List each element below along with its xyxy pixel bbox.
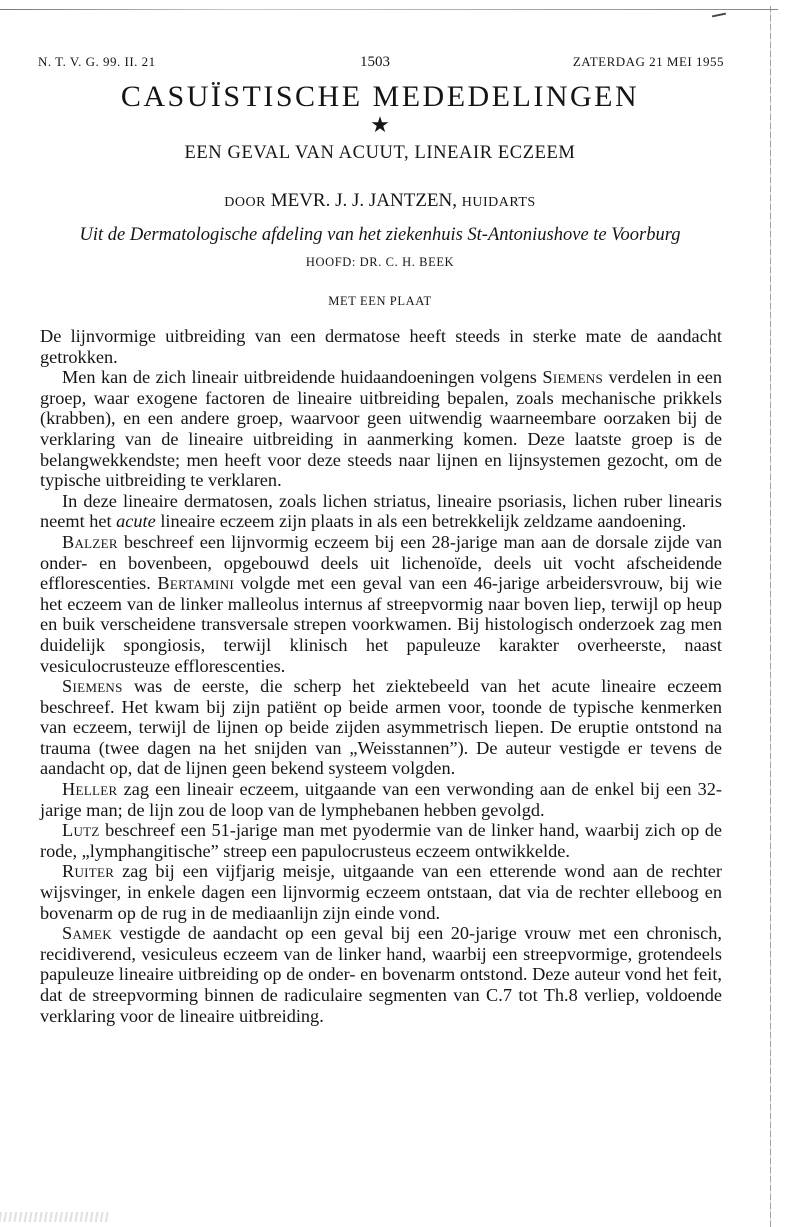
paragraph-text: Men kan de zich lineair uitbreidende huidaandoeningen volgens xyxy=(62,367,543,388)
affiliation: Uit de Dermatologische afdeling van het ziekenhuis St-Antoniushove te Voorburg xyxy=(79,225,681,245)
byline-prefix: DOOR xyxy=(224,195,266,210)
paragraph xyxy=(40,532,722,676)
issue-date: ZATERDAG 21 MEI 1955 xyxy=(572,54,724,69)
department-head: HOOFD: DR. C. H. BEEK xyxy=(305,255,455,269)
paragraph-text: zag een lineair eczeem, uitgaande van een verwonding aan de enkel bij een 32-jarige man; de lijn zou de loop van de lymphebanen hebben gevolgd. xyxy=(40,779,722,820)
section-title: CASUÏSTISCHE MEDEDELINGEN xyxy=(120,80,640,113)
paragraph xyxy=(40,367,722,491)
cited-author: Bertamini xyxy=(157,573,234,594)
journal-reference: N. T. V. G. 99. II. 21 xyxy=(38,54,156,69)
article-title: EEN GEVAL VAN ACUUT, LINEAIR ECZEEM xyxy=(184,143,576,163)
paragraph xyxy=(40,326,722,367)
paragraph-text: beschreef een 51-jarige man met pyodermie van de linker hand, waarbij zich op de rode, „lymphangitische” streep een papulocrusteus eczeem ontwikkelde. xyxy=(40,820,722,861)
paragraph-text: was de eerste, die scherp het ziektebeeld van het acute lineaire eczeem beschreef. Het kwam bij zijn patiënt op beide armen voor, toonde de typische kenmerken van eczeem, terwijl de lijnen op beide zijden asymmetrisch liepen. De eruptie ontstond na trauma (twee dagen na het snijden van „Weisstannen”). De auteur vestigde er tevens de aandacht op, dat de lijnen geen bekend systeem volgden. xyxy=(40,676,722,779)
paragraph-text: lineaire eczeem zijn plaats in als een betrekkelijk zeldzame aandoening. xyxy=(155,511,687,532)
cited-author: Samek xyxy=(62,923,112,944)
paragraph xyxy=(40,676,722,779)
cited-author: Ruiter xyxy=(62,861,115,882)
paragraph-text: volgde met een geval van een 46-jarige arbeidersvrouw, bij wie het eczeem van de linker malleolus internus af streepvormig naar boven liep, terwijl op heup en buik verscheidene transversale strepen voorkwamen. Bij histologisch onderzoek zag men duidelijk spongiosis, terwijl klinisch het papuleuze karakter overheerste, naast vesiculocrusteuze efflorescenties. xyxy=(40,573,722,676)
article-body xyxy=(40,326,722,1026)
author-name: MEVR. J. J. JANTZEN, xyxy=(270,190,458,211)
cited-author: Siemens xyxy=(542,367,604,388)
plate-note: MET EEN PLAAT xyxy=(328,294,432,308)
paragraph xyxy=(40,820,722,861)
paragraph xyxy=(40,923,722,1026)
paragraph-text: De lijnvormige uitbreiding van een dermatose heeft steeds in sterke mate de aandacht getrokken. xyxy=(40,326,722,367)
paragraph-text: In deze lineaire dermatosen, zoals lichen striatus, lineaire psoriasis, lichen ruber linearis neemt het xyxy=(40,490,722,532)
paragraph xyxy=(40,491,722,532)
scan-border-right xyxy=(770,6,771,1227)
paragraph xyxy=(40,861,722,923)
paragraph-text: vestigde de aandacht op een geval bij een 20-jarige vrouw met een chronisch, recidiverend, vesiculeus eczeem van de linker hand, waarbij een streepvormige, grotendeels papuleuze lineaire uitbreiding op de onder- en bovenarm ontstond. Deze auteur vond het feit, dat de streepvorming binnen de radiculaire segmenten van C.7 tot Th.8 verliep, voldoende verklaring voor de lineaire uitbreiding. xyxy=(40,923,722,1026)
byline xyxy=(0,190,760,212)
emphasis: acute xyxy=(116,511,156,532)
star-ornament-icon: ★ xyxy=(370,112,390,137)
paragraph-text: zag bij een vijfjarig meisje, uitgaande van een etterende wond aan de rechter wijsvinger, in enkele dagen een lijnvormig eczeem ontstaan, dat via de rechter elleboog en bovenarm op de rug in de mediaanlijn zijn einde vond. xyxy=(40,861,722,923)
scan-smudge xyxy=(0,1212,110,1222)
cited-author: Balzer xyxy=(62,531,118,552)
author-role: HUIDARTS xyxy=(461,195,536,210)
paragraph-text: beschreef een lijnvormig eczeem bij een 28-jarige man aan de dorsale zijde van onder- en bovenbeen, opgebouwd deels uit lichenoïde, deels uit vocht afscheidende efflorescenties. xyxy=(40,531,722,594)
running-head xyxy=(38,54,724,76)
cited-author: Siemens xyxy=(62,676,123,697)
paragraph-text: verdelen in een groep, waar exogene factoren de lineaire uitbreiding bepalen, zoals mechanische prikkels (krabben), en een andere groep, waarvoor geen uitwendig waarneembare oorzaken bij de verklaring van de lineaire uitbreiding in aanmerking komen. Deze laatste groep is de belangwekkendste; men heeft voor deze steeds naar lijnen en lijnsystemen gezocht, om de typische uitbreiding te verklaren. xyxy=(40,367,722,491)
paragraph xyxy=(40,779,722,820)
cited-author: Heller xyxy=(62,779,118,800)
scan-mark xyxy=(712,13,726,18)
cited-author: Lutz xyxy=(62,820,100,841)
scan-border-top xyxy=(0,9,778,10)
page-number: 1503 xyxy=(360,54,390,70)
